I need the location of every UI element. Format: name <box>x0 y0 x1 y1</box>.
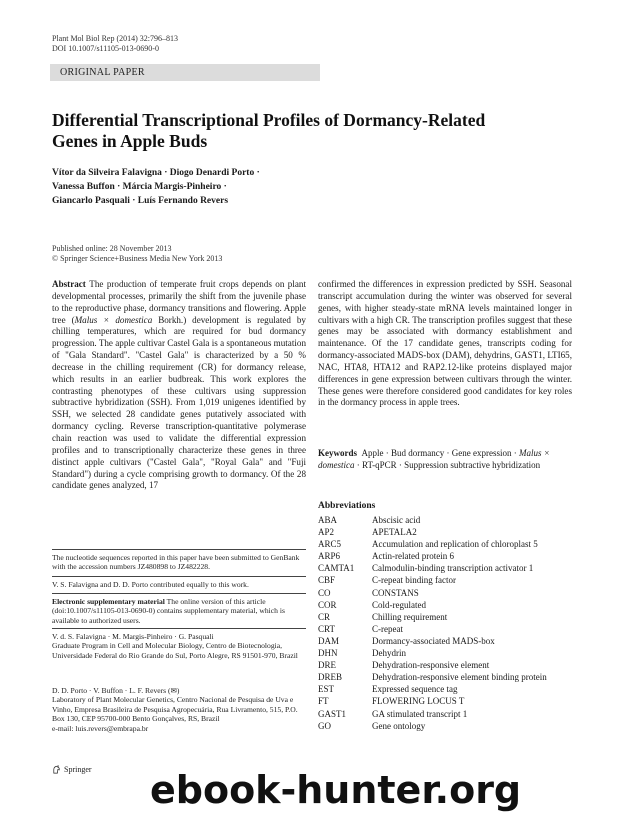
footnote-divider <box>52 576 306 577</box>
abbreviation-def: Dehydration-responsive element <box>372 660 490 671</box>
species-name: Malus × domestica <box>74 314 153 325</box>
abbreviation-def: Accumulation and replication of chloroplast 5 <box>372 539 538 550</box>
abbreviation-def: Chilling requirement <box>372 611 448 622</box>
abbreviation-def: GA stimulated transcript 1 <box>372 708 468 719</box>
abbreviation-def: Gene ontology <box>372 720 426 731</box>
abbreviation-key: CRT <box>318 623 335 634</box>
abbreviation-key: ABA <box>318 515 338 525</box>
keywords-label: Keywords <box>318 448 357 458</box>
abbreviation-row <box>318 623 588 635</box>
author-line: Vanessa Buffon · Márcia Margis-Pinheiro · <box>52 182 227 192</box>
abbreviation-def: Dehydrin <box>372 648 406 659</box>
abbreviation-key: CBF <box>318 575 336 586</box>
copyright-notice: © Springer Science+Business Media New York 2013 <box>52 254 223 263</box>
abbreviation-key: DHN <box>318 648 338 659</box>
abstract-part: The production of temperate fruit crops depends on plant developmental processes, primarily the shift from the juvenile phase to the reproductive phase, dormancy transitions and flowering. Apple tree ( <box>52 279 306 325</box>
abbreviation-row <box>318 635 588 647</box>
abbreviation-row <box>318 599 588 611</box>
contact-email[interactable]: e-mail: luis.revers@embrapa.br <box>52 723 149 733</box>
affiliation-names: V. d. S. Falavigna · M. Margis-Pinheiro · G. Pasquali <box>52 632 214 641</box>
abbreviation-key: DRE <box>318 660 336 671</box>
abbreviation-row <box>318 695 588 707</box>
publisher-name: Springer <box>64 765 92 774</box>
journal-doi: DOI 10.1007/s11105-013-0690-0 <box>52 44 159 53</box>
abbreviation-row <box>318 574 588 586</box>
abbreviation-def: Abscisic acid <box>372 515 421 525</box>
esm-label: Electronic supplementary material <box>52 597 165 606</box>
footnote-divider <box>52 628 306 629</box>
abbreviation-row <box>318 708 588 720</box>
journal-citation: Plant Mol Biol Rep (2014) 32:796–813 <box>52 34 178 43</box>
author-line: Giancarlo Pasquali · Luís Fernando Revers <box>52 196 229 206</box>
affiliation-address: Laboratory of Plant Molecular Genetics, Centro Nacional de Pesquisa de Uva e Vinho, Empresa Brasileira de Pesquisa Agropecuária, Rua Livramento, 515, P.O. Box 130, CEP 95700-000 Bento Gonçalves, RS, Brazil <box>52 695 298 724</box>
footnote-esm <box>52 597 306 625</box>
abbreviation-def: Dormancy-associated MADS-box <box>372 635 495 646</box>
abbreviation-key: GAST1 <box>318 708 347 719</box>
abbreviation-row <box>318 550 588 562</box>
abbreviation-row <box>318 659 588 671</box>
abbreviations-list <box>318 514 588 732</box>
footnote-divider <box>52 593 306 594</box>
abbreviation-row <box>318 647 588 659</box>
abbreviation-row <box>318 526 588 538</box>
esm-text: The online version of this article (doi:10.1007/s11105-013-0690-0) contains supplementary material, which is available to authorized users. <box>52 597 285 625</box>
abbreviation-def: Actin-related protein 6 <box>372 551 454 562</box>
abbreviation-key: ARC5 <box>318 539 342 550</box>
abbreviation-key: CAMTA1 <box>318 563 355 574</box>
abbreviation-row <box>318 514 588 526</box>
publication-info <box>52 244 222 264</box>
affiliation-address: Graduate Program in Cell and Molecular Biology, Centro de Biotecnologia, Universidade Federal do Rio Grande do Sul, Porto Alegre, RS 91501-970, Brazil <box>52 641 298 660</box>
publisher-mark <box>52 765 92 774</box>
abbreviation-key: CO <box>318 587 331 598</box>
abbreviation-def: C-repeat <box>372 623 403 634</box>
abbreviation-def: Calmodulin-binding transcription activator 1 <box>372 563 534 574</box>
springer-horse-icon <box>52 765 61 774</box>
published-date: Published online: 28 November 2013 <box>52 244 172 253</box>
abbreviation-key: GO <box>318 720 331 731</box>
abbreviation-def: Expressed sequence tag <box>372 684 458 695</box>
affiliation-names: D. D. Porto · V. Buffon · L. F. Revers (✉) <box>52 686 180 695</box>
abbreviation-def: CONSTANS <box>372 587 419 598</box>
abbreviation-key: FT <box>318 696 329 707</box>
journal-header <box>52 34 178 54</box>
abbreviation-def: FLOWERING LOCUS T <box>372 696 465 707</box>
affiliation-2 <box>52 686 306 733</box>
affiliation-1 <box>52 632 306 660</box>
abbreviation-row <box>318 562 588 574</box>
abbreviation-row <box>318 671 588 683</box>
species-name: Malus × domestica <box>318 448 550 470</box>
abstract-label: Abstract <box>52 279 86 289</box>
abbreviation-row <box>318 538 588 550</box>
abbreviation-key: EST <box>318 684 335 695</box>
abstract-part: Borkh.) development is regulated by chilling temperatures, which are required for bud dormancy progression. The apple cultivar Castel Gala is a spontaneous mutation of "Gala Standard". "Castel Gala" is characterized by a 50 % decrease in the chilling requirement (CR) for dormancy release, which results in an earlier budbreak. This work explores the contrasting phenotypes of these cultivars using suppression subtractive hybridization (SSH). From 1,019 unigenes identified by SSH, we selected 28 candidate genes putatively associated with dormancy cycling. Reverse transcription-quantitative polymerase chain reaction was used to validate the differential expression profiles and to transcriptionally characterize these genes in three distinct apple cultivars ("Castel Gala", "Royal Gala" and "Fuji Standard") during a cycle comprising growth to dormancy. Of the 28 candidate genes analyzed, 17 <box>52 314 306 491</box>
abbreviation-def: Cold-regulated <box>372 599 426 610</box>
abbreviation-row <box>318 587 588 599</box>
abbreviation-key: CR <box>318 611 331 622</box>
keywords-text: · RT-qPCR · Suppression subtractive hybridization <box>354 459 541 470</box>
abbreviation-key: DAM <box>318 635 340 646</box>
section-banner: ORIGINAL PAPER <box>50 64 320 81</box>
abbreviation-row <box>318 683 588 695</box>
abbreviations-title: Abbreviations <box>318 501 376 511</box>
abbreviation-row <box>318 611 588 623</box>
abbreviation-key: DREB <box>318 672 343 683</box>
abstract-continued: confirmed the differences in expression predicted by SSH. Seasonal transcript accumulation during the winter was observed for several genes, with higher steady-state mRNA levels maintained longer in cultivars with a high CR. The transcription profiles suggest that these genes may be associated with dormancy establishment and maintenance. Of the 17 candidate genes, transcripts coding for dormancy-associated MADS-box (DAM), dehydrins, GAST1, LTI65, NAC, HTA8, HTA12 and RAP2.12-like proteins displayed major differences in gene expression between cultivars through the winter. These genes were therefore considered good candidates for key roles in the dormancy process in apple trees. <box>318 279 572 408</box>
footnote-equal-contribution: V. S. Falavigna and D. D. Porto contributed equally to this work. <box>52 580 249 589</box>
abbreviation-def: C-repeat binding factor <box>372 575 456 586</box>
article-title: Differential Transcriptional Profiles of Dormancy-Related Genes in Apple Buds <box>52 110 486 151</box>
footnote-divider <box>52 549 306 550</box>
watermark: ebook-hunter.org <box>150 768 522 812</box>
abbreviation-def: Dehydration-responsive element binding protein <box>372 672 547 683</box>
abbreviation-key: ARP6 <box>318 551 341 562</box>
abbreviation-key: COR <box>318 599 337 610</box>
keywords-text: Apple · Bud dormancy · Gene expression · <box>361 448 519 458</box>
keywords <box>318 448 572 471</box>
abbreviation-row <box>318 720 588 732</box>
abbreviation-def: APETALA2 <box>372 527 417 538</box>
abbreviation-key: AP2 <box>318 527 335 538</box>
author-line: Vítor da Silveira Falavigna · Diogo Denardi Porto · <box>52 168 260 178</box>
footnote-sequences: The nucleotide sequences reported in this paper have been submitted to GenBank with the accession numbers JZ480898 to JZ482228. <box>52 553 300 572</box>
abstract-text <box>52 279 306 531</box>
author-list <box>52 166 352 208</box>
